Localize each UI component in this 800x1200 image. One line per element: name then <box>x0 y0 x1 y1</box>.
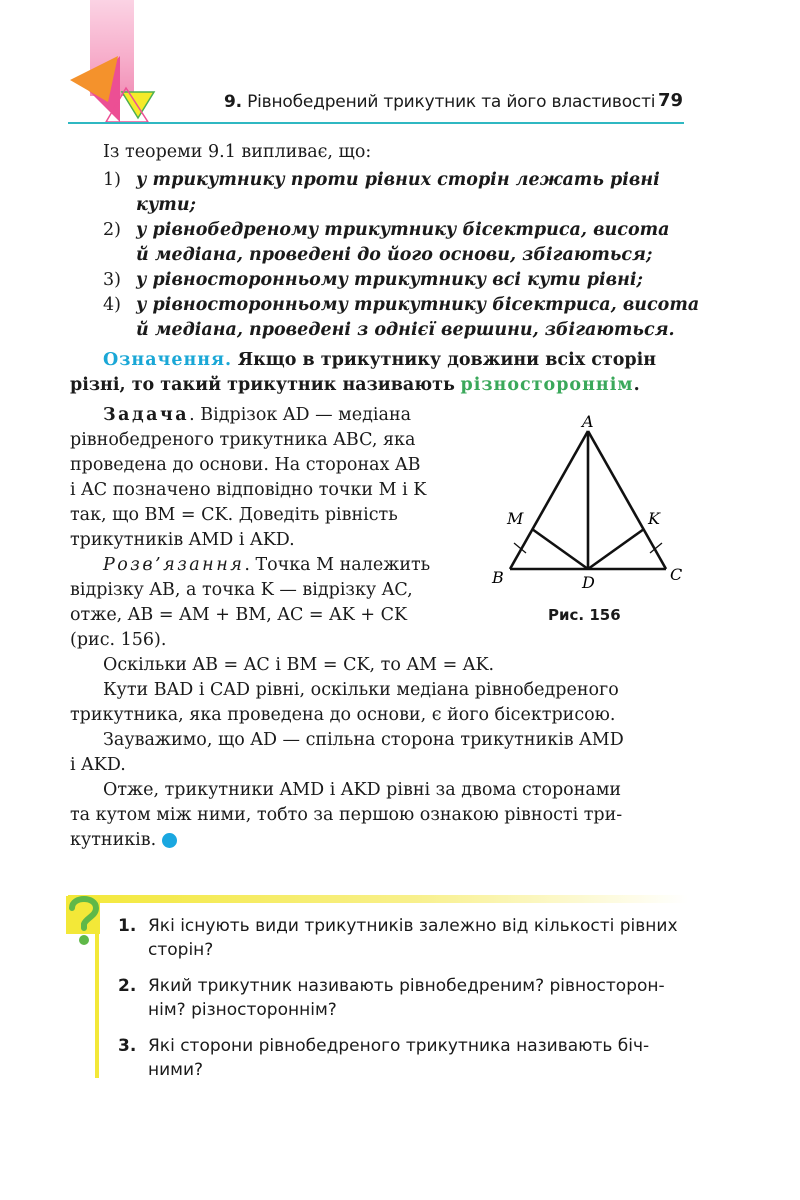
problem-first-line: Задача. Відрізок AD — медіана <box>103 405 412 425</box>
side-ac <box>588 431 666 569</box>
corollary-item-text: у трикутнику проти рівних сторін лежать рівні <box>136 170 660 190</box>
question-number: 2. <box>118 976 137 996</box>
definition-text: Якщо в трикутнику довжини всіх сторін <box>237 350 657 370</box>
corollary-item-text: у рівнобедреному трикутнику бісектриса, висота <box>136 220 670 240</box>
label-c: C <box>670 565 683 584</box>
label-k: K <box>648 509 660 528</box>
question-number: 1. <box>118 916 137 936</box>
paragraph-line: Оскільки AB = AC і BM = CK, то AM = AK. <box>103 655 495 675</box>
solution-line: відрізку AB, а точка K — відрізку AC, <box>70 580 413 600</box>
question-number: 3. <box>118 1036 137 1056</box>
problem-line: так, що BM = CK. Доведіть рівність <box>70 505 398 525</box>
question-text: Які існують види трикутників залежно від кількості рівних сторін? <box>148 916 678 960</box>
label-a: A <box>582 412 594 431</box>
triangles-logo-icon <box>62 50 162 125</box>
corollary-item-num: 4) <box>103 295 121 315</box>
problem-label: Задача <box>103 405 190 425</box>
paragraph-line: Отже, трикутники AMD і AKD рівні за двома сторонами <box>103 780 622 800</box>
problem-line: проведена до основи. На сторонах AB <box>70 455 421 475</box>
label-m: M <box>507 509 524 528</box>
solution-label: Розв’язання <box>103 555 245 575</box>
label-d: D <box>582 573 595 592</box>
question-text: Який трикутник називають рівнобедреним? рівносторон- нім? різностороннім? <box>148 976 665 1020</box>
definition <box>103 348 656 374</box>
paragraph-line: та кутом між ними, тобто за першою ознакою рівності три- <box>70 805 623 825</box>
corollary-item-num: 1) <box>103 170 121 190</box>
corollary-item-text: й медіана, проведені з однієї вершини, збігаються. <box>136 320 675 340</box>
paragraph-line: Зауважимо, що AD — спільна сторона трикутників AMD <box>103 730 624 750</box>
paragraph-last-line: кутників. <box>70 828 177 854</box>
corollary-intro: Із теореми 9.1 випливає, що: <box>103 142 372 162</box>
corollary-item-num: 2) <box>103 220 121 240</box>
solution-line: отже, AB = AM + BM, AC = AK + CK <box>70 605 408 625</box>
figure-caption: Рис. 156 <box>548 606 621 624</box>
problem-line: трикутників AMD і AKD. <box>70 530 295 550</box>
label-b: B <box>492 568 504 587</box>
end-of-proof-icon <box>162 833 177 848</box>
side-ab <box>510 431 588 569</box>
problem-line: і AC позначено відповідно точки M і K <box>70 480 427 500</box>
corollary-item-text: й медіана, проведені до його основи, збігаються; <box>136 245 653 265</box>
definition-label: Означення. <box>103 350 233 370</box>
header-rule <box>68 122 684 124</box>
triangle-figure <box>480 405 695 595</box>
corollary-item-text: кути; <box>136 195 197 215</box>
problem-line: рівнобедреного трикутника ABC, яка <box>70 430 416 450</box>
corollary-item-text: у рівносторонньому трикутнику бісектриса, висота <box>136 295 700 315</box>
corollary-item-num: 3) <box>103 270 121 290</box>
solution-line: (рис. 156). <box>70 630 167 650</box>
corollary-item-text: у рівносторонньому трикутнику всі кути рівні; <box>136 270 644 290</box>
page-number: 79 <box>658 90 684 111</box>
questions-band <box>68 895 688 903</box>
paragraph-line: Кути BAD і CAD рівні, оскільки медіана рівнобедреного <box>103 680 619 700</box>
question-text: Які сторони рівнобедреного трикутника називають біч- ними? <box>148 1036 650 1080</box>
definition-line: різні, то такий трикутник називають різностороннім. <box>70 375 640 395</box>
running-header: 9. Рівнобедрений трикутник та його властивості <box>224 92 656 112</box>
solution-first-line: Розв’язання. Точка M належить <box>103 555 431 575</box>
segment-kd <box>588 529 644 569</box>
paragraph-line: трикутника, яка проведена до основи, є його бісектрисою. <box>70 705 616 725</box>
segment-md <box>532 529 588 569</box>
paragraph-line: і AKD. <box>70 755 126 775</box>
question-mark-icon <box>64 890 104 950</box>
definition-term: різностороннім <box>460 375 634 395</box>
